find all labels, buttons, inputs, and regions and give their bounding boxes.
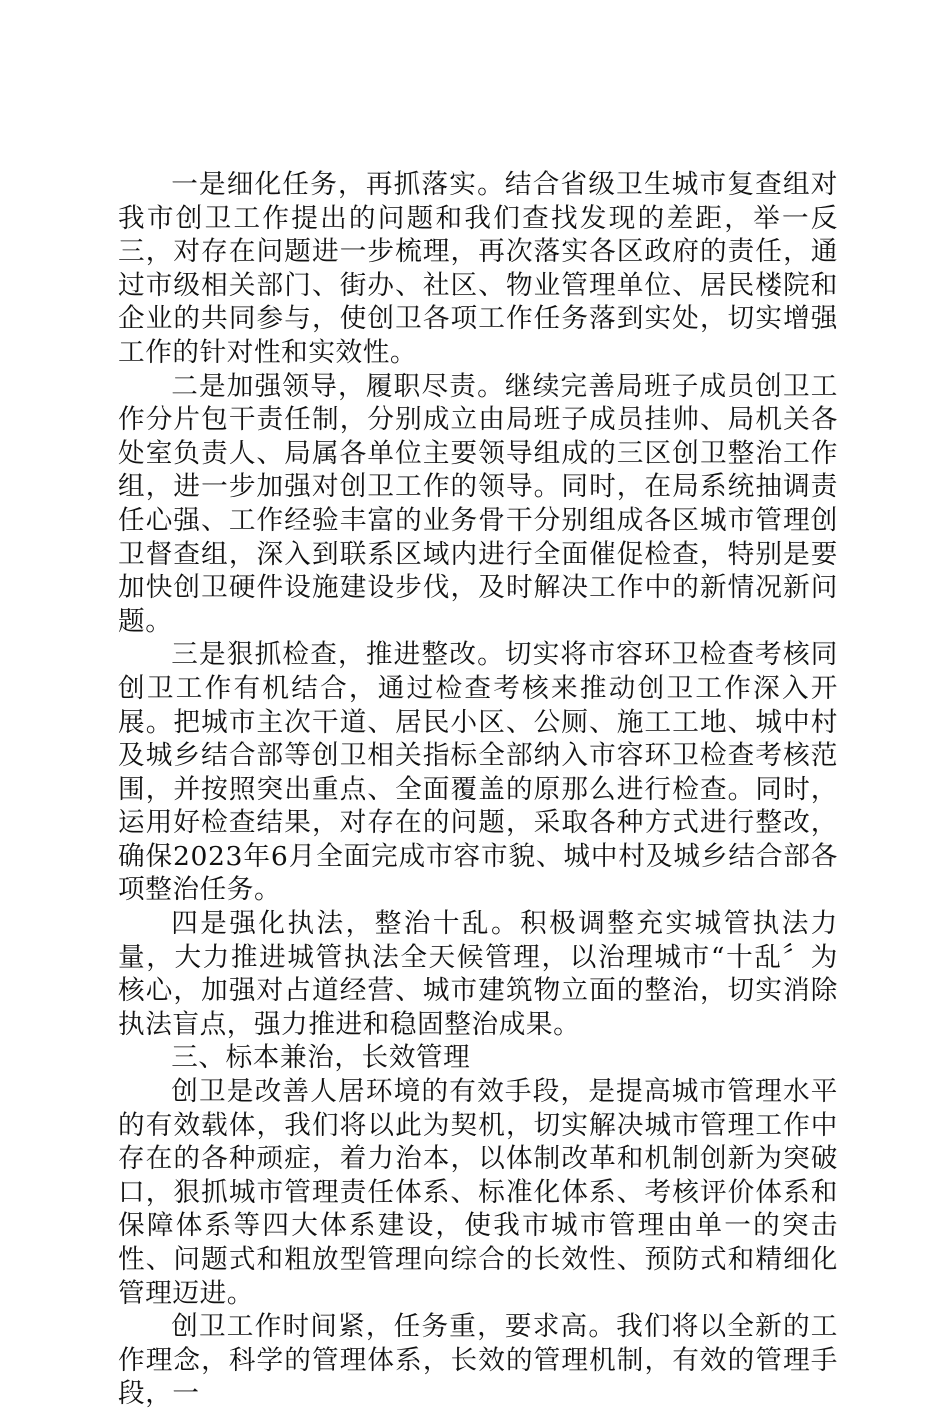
paragraph-law-enforcement: 四是强化执法，整治十乱。积极调整充实城管执法力量，大力推进城管执法全天候管理，以治理城市“十乱〞为核心，加强对占道经营、城市建筑物立面的整治，切实消除执法盲点，强力推进和稳固整治成果。 [118, 908, 838, 1040]
paragraph-refine-tasks: 一是细化任务，再抓落实。结合省级卫生城市复查组对我市创卫工作提出的问题和我们查找发现的差距，举一反三，对存在问题进一步梳理，再次落实各区政府的责任，通过市级相关部门、街办、社区、物业管理单位、居民楼院和企业的共同参与，使创卫各项工作任务落到实处，切实增强工作的针对性和实效性。 [118, 169, 838, 368]
paragraph-inspection-rectification: 三是狠抓检查，推进整改。切实将市容环卫检查考核同创卫工作有机结合，通过检查考核来推动创卫工作深入开展。把城市主次干道、居民小区、公厕、施工工地、城中村及城乡结合部等创卫相关指标全部纳入市容环卫检查考核范围，并按照突出重点、全面覆盖的原那么进行检查。同时，运用好检查结果，对存在的问题，采取各种方式进行整改，确保2023年6月全面完成市容市貌、城中村及城乡结合部各项整治任务。 [118, 639, 838, 906]
paragraph-creating-hygiene-city: 创卫是改善人居环境的有效手段，是提高城市管理水平的有效载体，我们将以此为契机，切实解决城市管理工作中存在的各种顽症，着力治本，以体制改革和机制创新为突破口，狠抓城市管理责任体系、标准化体系、考核评价体系和保障体系等四大体系建设，使我市城市管理由单一的突击性、问题式和粗放型管理向综合的长效性、预防式和精细化管理迈进。 [118, 1076, 838, 1309]
section-heading-long-term-management: 三、标本兼治，长效管理 [171, 1042, 471, 1074]
paragraph-strengthen-leadership: 二是加强领导，履职尽责。继续完善局班子成员创卫工作分片包干责任制，分别成立由局班子成员挂帅、局机关各处室负责人、局属各单位主要领导组成的三区创卫整治工作组，进一步加强对创卫工作的领导。同时，在局系统抽调责任心强、工作经验丰富的业务骨干分别组成各区城市管理创卫督查组，深入到联系区域内进行全面催促检查，特别是要加快创卫硬件设施建设步伐，及时解决工作中的新情况新问题。 [118, 370, 838, 637]
paragraph-closing: 创卫工作时间紧，任务重，要求高。我们将以全新的工作理念，科学的管理体系，长效的管理机制，有效的管理手段，一 [118, 1311, 838, 1410]
document-body [118, 168, 838, 1411]
